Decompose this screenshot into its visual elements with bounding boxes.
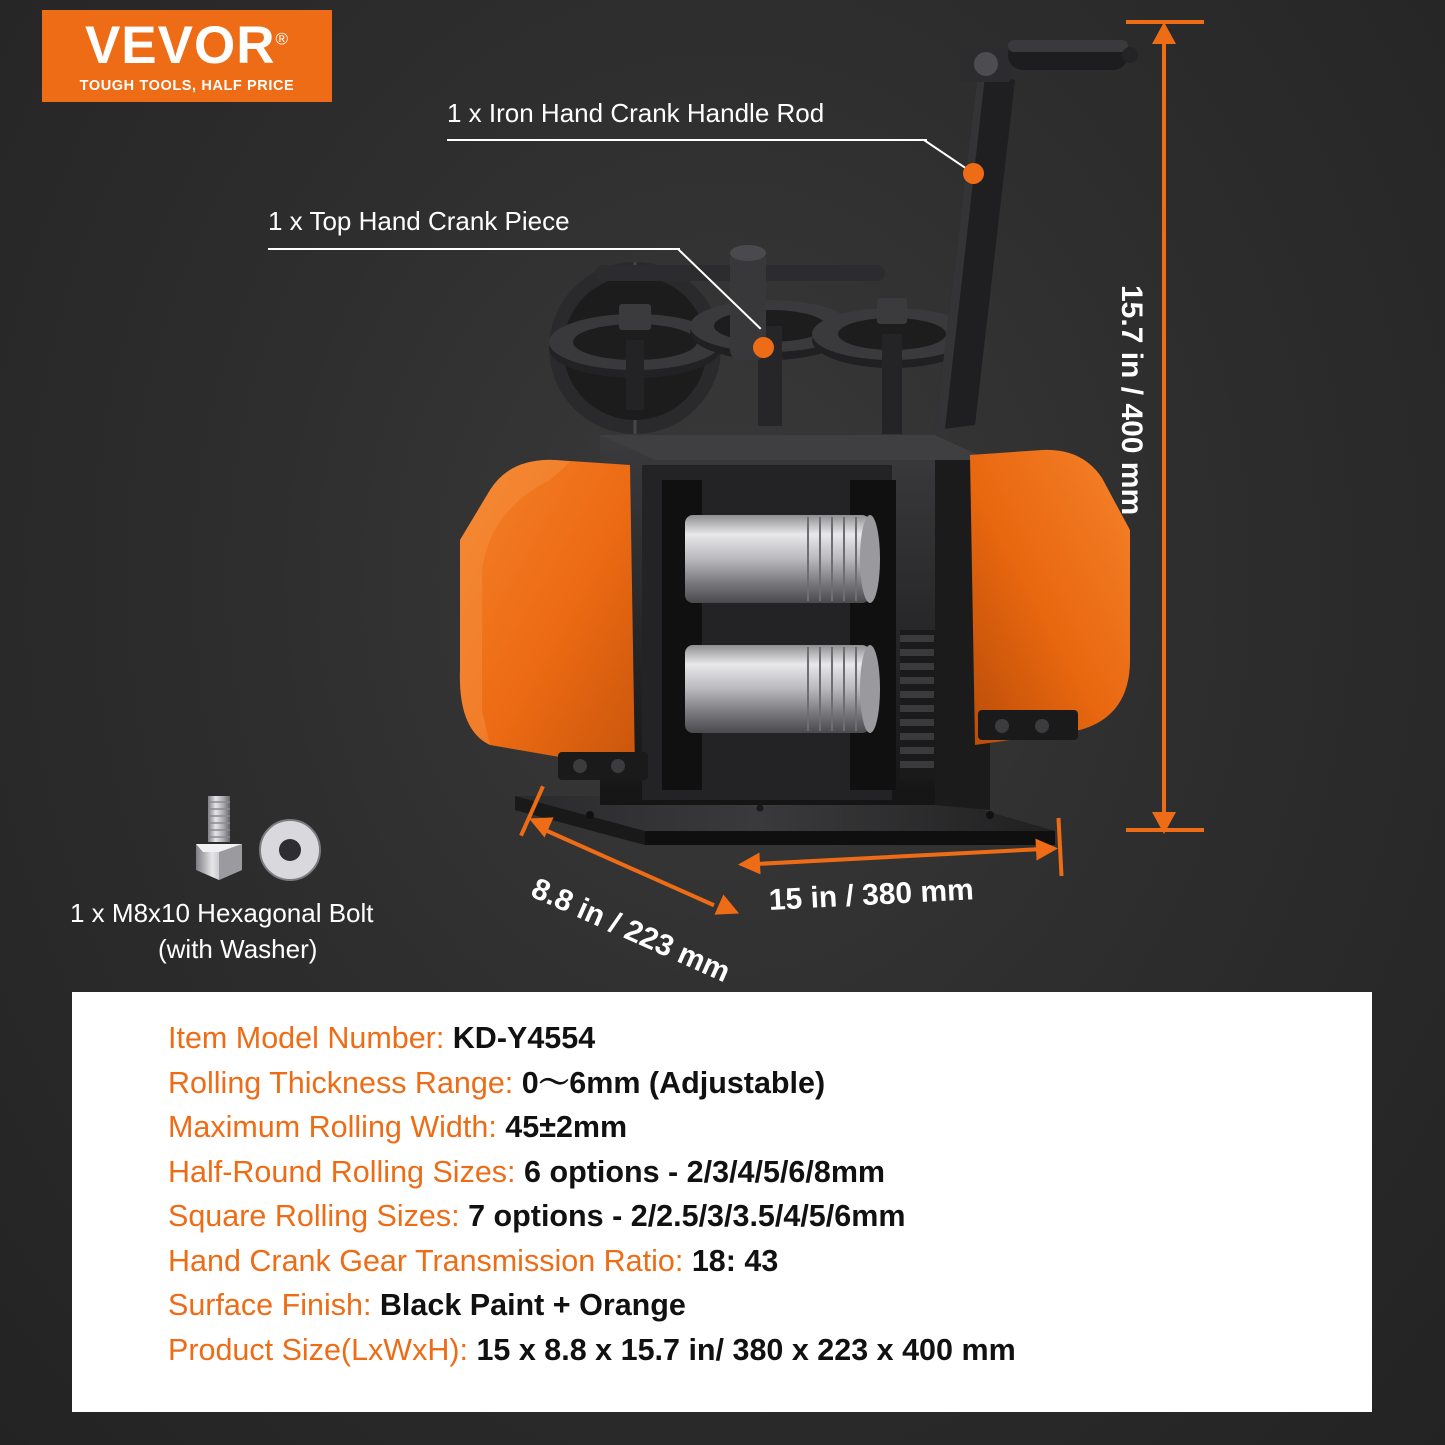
spec-value: 15 x 8.8 x 15.7 in/ 380 x 223 x 400 mm — [476, 1332, 1016, 1367]
spec-row — [168, 1239, 1352, 1284]
frame-body — [600, 435, 990, 810]
spec-label: Rolling Thickness Range: — [168, 1065, 514, 1100]
bolt-callout-line-2: (with Washer) — [158, 934, 318, 964]
callout-label-top-crank-piece: 1 x Top Hand Crank Piece — [268, 206, 570, 236]
iron-hand-crank-handle-rod — [935, 40, 1138, 430]
dim-height-cap-top — [1126, 20, 1204, 24]
dim-height-arrow-top — [1152, 22, 1176, 44]
gear-left — [549, 262, 721, 434]
logo-registered-mark: ® — [275, 28, 290, 48]
callout-leader-top-crank-horizontal — [268, 248, 680, 250]
spec-label: Product Size(LxWxH): — [168, 1332, 468, 1367]
callout-label-crank-rod: 1 x Iron Hand Crank Handle Rod — [447, 98, 825, 128]
spec-label: Square Rolling Sizes: — [168, 1199, 460, 1233]
bolt-callout-line-1: 1 x M8x10 Hexagonal Bolt — [70, 898, 374, 928]
spec-row — [168, 1016, 1352, 1061]
spec-label: Half-Round Rolling Sizes: — [168, 1154, 516, 1189]
logo-brand-name: VEVOR — [84, 15, 276, 75]
spec-value: 0～6mm (Adjustable) — [521, 1065, 826, 1100]
logo-wordmark — [84, 15, 290, 75]
spec-row — [168, 1194, 1352, 1239]
spec-label: Hand Crank Gear Transmission Ratio: — [168, 1243, 684, 1278]
spec-label: Maximum Rolling Width: — [168, 1110, 497, 1144]
spec-label: Surface Finish: — [168, 1288, 372, 1322]
right-orange-guard — [970, 450, 1130, 745]
hex-bolt — [196, 796, 242, 880]
spec-row — [168, 1061, 1352, 1106]
spec-value: Black Paint + Orange — [379, 1288, 686, 1322]
internal-gear — [900, 630, 936, 780]
spec-row — [168, 1283, 1352, 1328]
spec-value: 45±2mm — [505, 1110, 628, 1144]
spec-row — [168, 1105, 1352, 1150]
callout-dot-top-crank-piece — [753, 337, 774, 358]
bolt-and-washer-illustration — [178, 790, 338, 890]
left-orange-guard — [460, 460, 648, 780]
spec-value: 6 options - 2/3/4/5/6/8mm — [524, 1154, 886, 1189]
dim-width-arrow-end — [1035, 837, 1058, 860]
callout-dot-crank-rod — [963, 163, 984, 184]
lower-roller — [685, 645, 880, 733]
spec-value: 7 options - 2/2.5/3/3.5/4/5/6mm — [468, 1199, 906, 1233]
specification-panel — [72, 992, 1372, 1412]
spec-value: KD-Y4554 — [452, 1021, 596, 1055]
dim-height-cap-bottom — [1126, 828, 1204, 832]
callout-leader-crank-rod-horizontal — [447, 139, 927, 141]
dim-width-arrow-start — [737, 852, 760, 875]
dim-depth-arrow-end — [714, 894, 743, 923]
spec-value: 18: 43 — [691, 1243, 779, 1278]
dim-width-label: 15 in / 380 mm — [768, 873, 975, 917]
vevor-logo — [42, 10, 332, 102]
washer — [260, 820, 320, 880]
dim-height-line — [1162, 40, 1166, 815]
spec-row — [168, 1328, 1352, 1373]
dim-depth-label: 8.8 in / 223 mm — [526, 872, 735, 989]
upper-roller — [685, 515, 880, 603]
rolling-mill-illustration — [430, 10, 1170, 890]
dim-height-label: 15.7 in / 400 mm — [1115, 285, 1148, 516]
specification-list — [168, 1016, 1352, 1372]
logo-tagline: TOUGH TOOLS, HALF PRICE — [79, 77, 295, 94]
spec-row — [168, 1150, 1352, 1195]
spec-label: Item Model Number: — [168, 1021, 445, 1055]
